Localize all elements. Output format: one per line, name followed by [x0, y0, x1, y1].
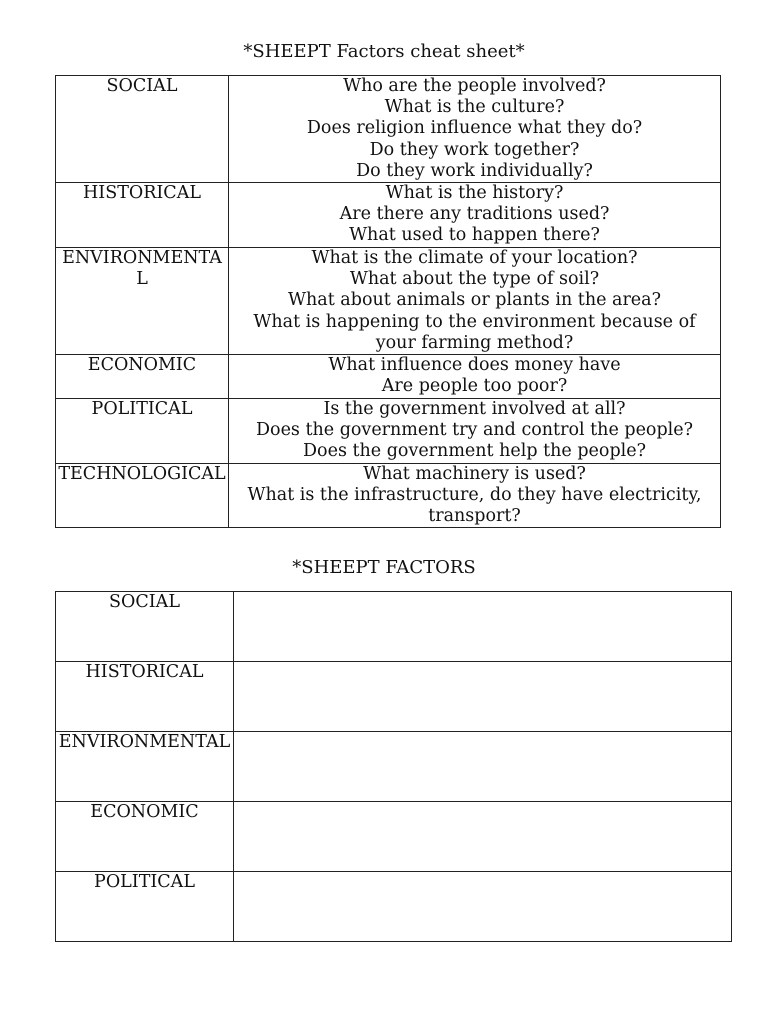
table-row: [56, 732, 732, 802]
question-text: What is the infrastructure, do they have electricity, transport?: [247, 484, 702, 527]
table-row: [56, 662, 732, 732]
factor-label-economic: ECONOMIC: [56, 802, 234, 872]
factor-label-economic: ECONOMIC: [56, 355, 229, 399]
factor-label-social: SOCIAL: [56, 592, 234, 662]
factor-label-social: SOCIAL: [56, 76, 229, 183]
question-text: What used to happen there?: [349, 225, 600, 246]
cheat-sheet-title: *SHEEPT Factors cheat sheet*: [243, 41, 525, 62]
table-row: [56, 872, 732, 942]
question-text: What is the history?: [385, 183, 564, 204]
factor-label-historical: HISTORICAL: [56, 662, 234, 732]
factor-label-political: POLITICAL: [56, 872, 234, 942]
factor-label-political: POLITICAL: [56, 399, 229, 464]
cheat-sheet-table: [55, 75, 721, 528]
answer-cell-environmental[interactable]: [234, 732, 732, 802]
table-row: [56, 183, 721, 248]
factor-label-historical: HISTORICAL: [56, 183, 229, 248]
table-row: [56, 399, 721, 464]
table-row: [56, 76, 721, 183]
factor-questions-technological: [229, 463, 721, 528]
question-text: Does religion influence what they do?: [306, 118, 643, 139]
factor-label-technological: TECHNOLOGICAL: [56, 463, 229, 528]
table-row: [56, 802, 732, 872]
question-text: Do they work together?: [369, 139, 580, 160]
answer-cell-political[interactable]: [234, 872, 732, 942]
question-text: Does the government help the people?: [303, 441, 646, 462]
factor-label-environmental: ENVIRONMENTAL: [56, 732, 234, 802]
question-text: What about animals or plants in the area?: [288, 290, 661, 311]
question-text: What influence does money have: [328, 355, 621, 376]
factor-label-environmental: ENVIRONMENTAL: [56, 248, 229, 355]
answer-cell-economic[interactable]: [234, 802, 732, 872]
factor-questions-political: [229, 399, 721, 464]
table-row: [56, 248, 721, 355]
worksheet-title: *SHEEPT FACTORS: [292, 557, 476, 578]
worksheet-table: [55, 591, 732, 942]
factor-questions-economic: [229, 355, 721, 399]
table-row: [56, 463, 721, 528]
table-row: [56, 592, 732, 662]
table-row: [56, 355, 721, 399]
answer-cell-historical[interactable]: [234, 662, 732, 732]
question-text: Are there any traditions used?: [339, 204, 610, 225]
factor-questions-social: [229, 76, 721, 183]
question-text: What about the type of soil?: [349, 269, 600, 290]
factor-questions-historical: [229, 183, 721, 248]
question-text: What is the culture?: [384, 97, 565, 118]
question-text: What is happening to the environment because of your farming method?: [253, 311, 696, 353]
question-text: What is the climate of your location?: [311, 248, 638, 269]
question-text: Is the government involved at all?: [323, 399, 626, 420]
answer-cell-social[interactable]: [234, 592, 732, 662]
question-text: Does the government try and control the people?: [256, 420, 693, 441]
question-text: Are people too poor?: [381, 376, 568, 397]
question-text: What machinery is used?: [363, 463, 586, 484]
factor-questions-environmental: [229, 248, 721, 355]
question-text: Who are the people involved?: [343, 76, 606, 96]
question-text: Do they work individually?: [356, 160, 593, 181]
